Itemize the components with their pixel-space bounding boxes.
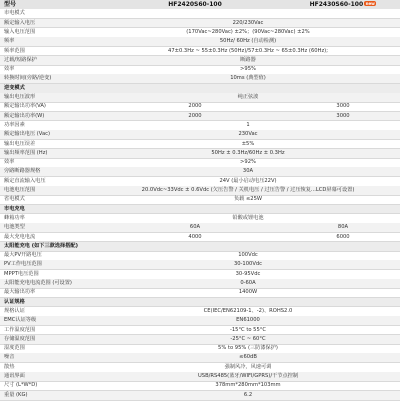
spec-value: >92% — [240, 159, 256, 166]
spec-label: 规格认证 — [4, 307, 25, 314]
model-header-row — [0, 0, 400, 9]
spec-value: ≤60dB — [239, 354, 257, 361]
spec-label: 额定输出电压 (Vac) — [4, 131, 50, 138]
spec-value: 30-95Vdc — [235, 270, 261, 277]
spec-label: PV工作电压范围 — [4, 261, 42, 268]
spec-value: 铅酸或锂电池 — [232, 214, 264, 221]
spec-label: 额定直流输入电压 — [4, 177, 46, 184]
spec-value: 纯正弦波 — [237, 94, 259, 101]
spec-value: 24V (最小启动电压22V) — [219, 177, 277, 184]
spec-value: 230Vac — [238, 131, 258, 138]
model-1: HF2420S60-100 — [168, 1, 222, 8]
spec-label: 省电模式 — [4, 196, 25, 203]
spec-value: >95% — [240, 66, 256, 73]
spec-label: 频率范围 — [4, 47, 25, 54]
new-badge: new — [365, 1, 375, 6]
spec-value: 1400W — [238, 289, 258, 296]
model-label: 型号 — [4, 1, 17, 8]
spec-value: 1 — [246, 121, 250, 128]
spec-value-model-1: 2000 — [188, 103, 202, 110]
spec-label: 蜂箱功率 — [4, 214, 25, 221]
spec-value-model-1: 4000 — [188, 233, 202, 240]
spec-value: 50Hz/ 60Hz (自动检测) — [219, 38, 277, 45]
spec-label: MPPT电压范围 — [4, 270, 39, 277]
spec-label: 电池电压范围 — [4, 187, 36, 194]
section-title: 太阳能充电 (如下三款选择搭配) — [4, 242, 78, 249]
spec-value-model-2: 6000 — [336, 233, 350, 240]
section-title: 逆变模式 — [4, 84, 25, 91]
spec-label: 额定输出功率(W) — [4, 112, 45, 119]
spec-value: -15°C to 55°C — [229, 326, 266, 333]
spec-value: 50Hz ± 0.3Hz/60Hz ± 0.3Hz — [211, 149, 285, 156]
spec-value: 强制风冷，风速可调 — [224, 363, 272, 370]
spec-value-model-2: 3000 — [336, 112, 350, 119]
section-title: 市电充电 — [4, 205, 25, 212]
spec-label: 最大充电电流 — [4, 233, 36, 240]
section-title: 认证规格 — [4, 298, 25, 305]
spec-label: 输入电压范围 — [4, 28, 36, 35]
spec-value: 负载 ≤25W — [233, 196, 263, 203]
spec-label: 散热 — [4, 363, 15, 370]
spec-label: 最大PV开路电压 — [4, 252, 42, 259]
spec-label: 重量 (KG) — [4, 391, 28, 398]
spec-value: ±5% — [241, 140, 255, 147]
spec-value: 220/230Vac — [232, 19, 264, 26]
spec-label: 工作温度范围 — [4, 326, 36, 333]
spec-value: -25°C ~ 60°C — [230, 335, 266, 342]
spec-value: 0-60A — [240, 280, 256, 287]
spec-label: 输出频率范围 (Hz) — [4, 149, 48, 156]
spec-label: 噪音 — [4, 354, 15, 361]
spec-label: 通讯界面 — [4, 373, 25, 380]
spec-label: 额定输出功率(VA) — [4, 103, 46, 110]
spec-value: CE(IEC/EN62109-1、-2)、ROHS2.0 — [203, 307, 293, 314]
model-2 — [290, 0, 396, 9]
spec-label: 效率 — [4, 159, 15, 166]
spec-value: (170Vac~280Vac) ±2%；(90Vac~280Vac) ±2% — [186, 28, 310, 35]
spec-label: 频率 — [4, 38, 15, 45]
spec-value: 6.2 — [243, 391, 253, 398]
spec-value: 378mm*280mm*103mm — [215, 382, 281, 389]
spec-value: 10ms (典型值) — [230, 75, 266, 82]
spec-label: 转换时间(旁路/逆变) — [4, 75, 52, 82]
spec-label: 输出电压误差 — [4, 140, 36, 147]
spec-label: 电池类型 — [4, 224, 25, 231]
spec-value: 100Vdc — [238, 252, 258, 259]
spec-label: EMC认证等级 — [4, 317, 37, 324]
spec-label: 存储温度范围 — [4, 335, 36, 342]
spec-value: 20.0Vdc~33Vdc ± 0.6Vdc (欠压告警 / 关机电压 / 过压告警 / 过压恢复...LCD屏幕可设置) — [141, 187, 355, 194]
spec-value: 30A — [242, 168, 254, 175]
spec-value: 断路器 — [240, 56, 256, 63]
spec-label: 过载/短路保护 — [4, 56, 37, 63]
spec-value: USB/RS485(蓝牙/WIFI/GPRS)/干节点控制 — [197, 373, 299, 380]
spec-value-model-1: 60A — [189, 224, 201, 231]
spec-label: 太阳能充电电流范围 (可设置) — [4, 280, 72, 287]
spec-value: EN61000 — [236, 317, 260, 324]
spec-label: 功率因素 — [4, 121, 25, 128]
spec-value: 47±0.3Hz ~ 55±0.3Hz (50Hz)/57±0.3Hz ~ 65±0.3Hz (60Hz); — [168, 47, 328, 54]
spec-value: 30-100Vdc — [233, 261, 263, 268]
spec-label: 额定输入电压 — [4, 19, 36, 26]
spec-label: 市电模式 — [4, 10, 25, 17]
spec-label: 效率 — [4, 66, 15, 73]
spec-label: 最大输出功率 — [4, 289, 36, 296]
spec-value-model-2: 80A — [337, 224, 349, 231]
model-2-name: HF2430S60-100 — [309, 1, 364, 8]
spec-label: 湿度范围 — [4, 345, 25, 352]
spec-value-model-1: 2000 — [188, 112, 202, 119]
spec-label: 旁路断路器规格 — [4, 168, 41, 175]
spec-label: 输出电压波形 — [4, 94, 36, 101]
spec-value-model-2: 3000 — [336, 103, 350, 110]
spec-label: 尺寸 (L*W*D) — [4, 382, 38, 389]
spec-value: 5% to 95% (三防漆保护) — [218, 345, 278, 352]
